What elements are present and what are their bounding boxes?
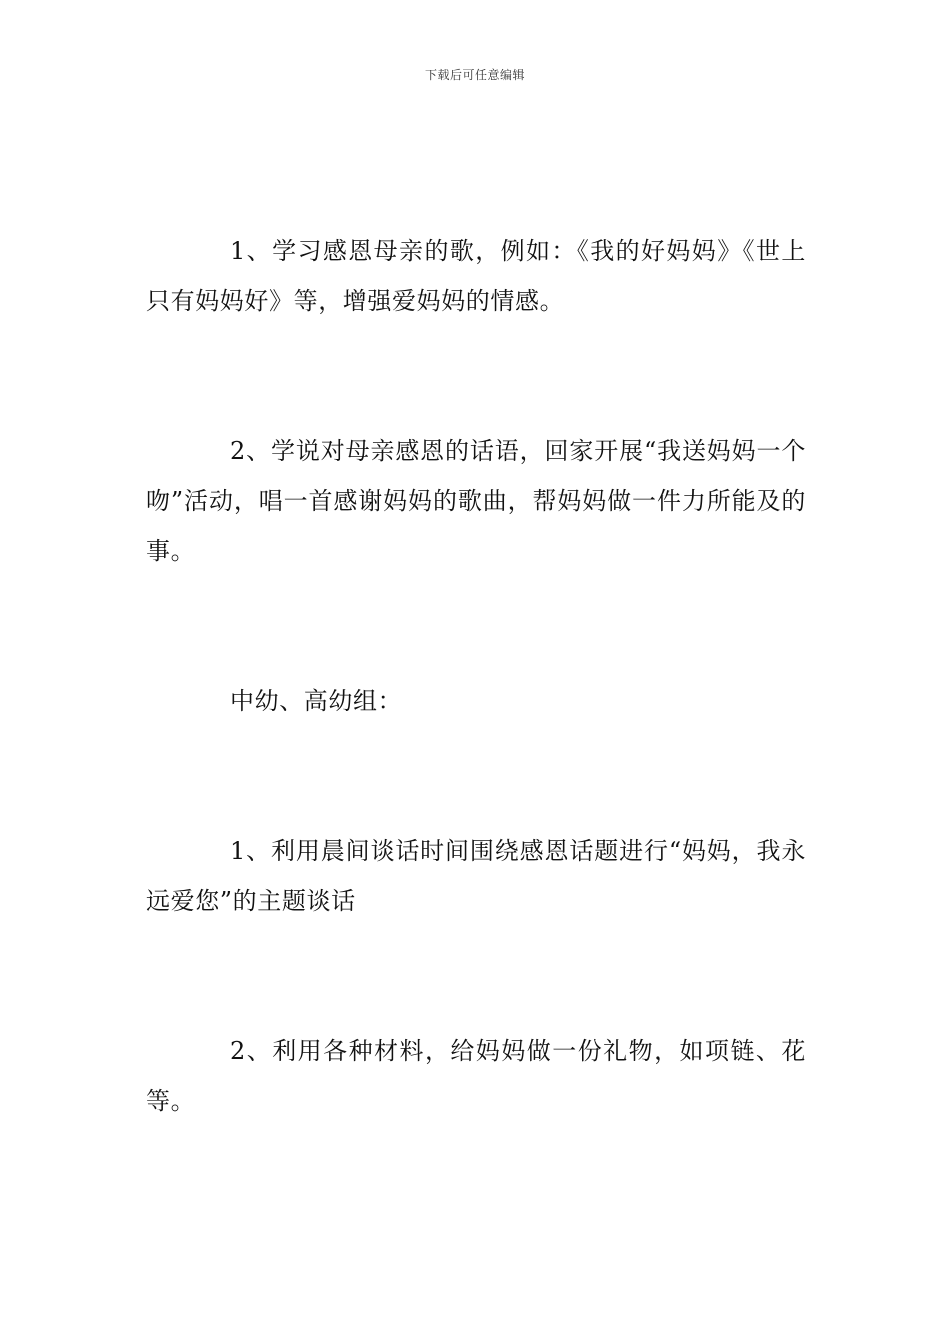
paragraph-2: 2、学说对母亲感恩的话语，回家开展“我送妈妈一个吻”活动，唱一首感谢妈妈的歌曲，帮妈妈做一件力所能及的事。 bbox=[146, 437, 806, 565]
section-heading: 中幼、高幼组： bbox=[230, 687, 403, 715]
paragraph-1: 1、学习感恩母亲的歌，例如：《我的好妈妈》《世上只有妈妈好》等，增强爱妈妈的情感。 bbox=[146, 237, 806, 315]
paragraph-3: 1、利用晨间谈话时间围绕感恩话题进行“妈妈，我永远爱您”的主题谈话 bbox=[146, 837, 806, 915]
paragraph-4: 2、利用各种材料，给妈妈做一份礼物，如项链、花等。 bbox=[146, 1037, 806, 1115]
document-body bbox=[146, 226, 806, 1126]
page-header: 下载后可任意编辑 bbox=[424, 68, 525, 82]
